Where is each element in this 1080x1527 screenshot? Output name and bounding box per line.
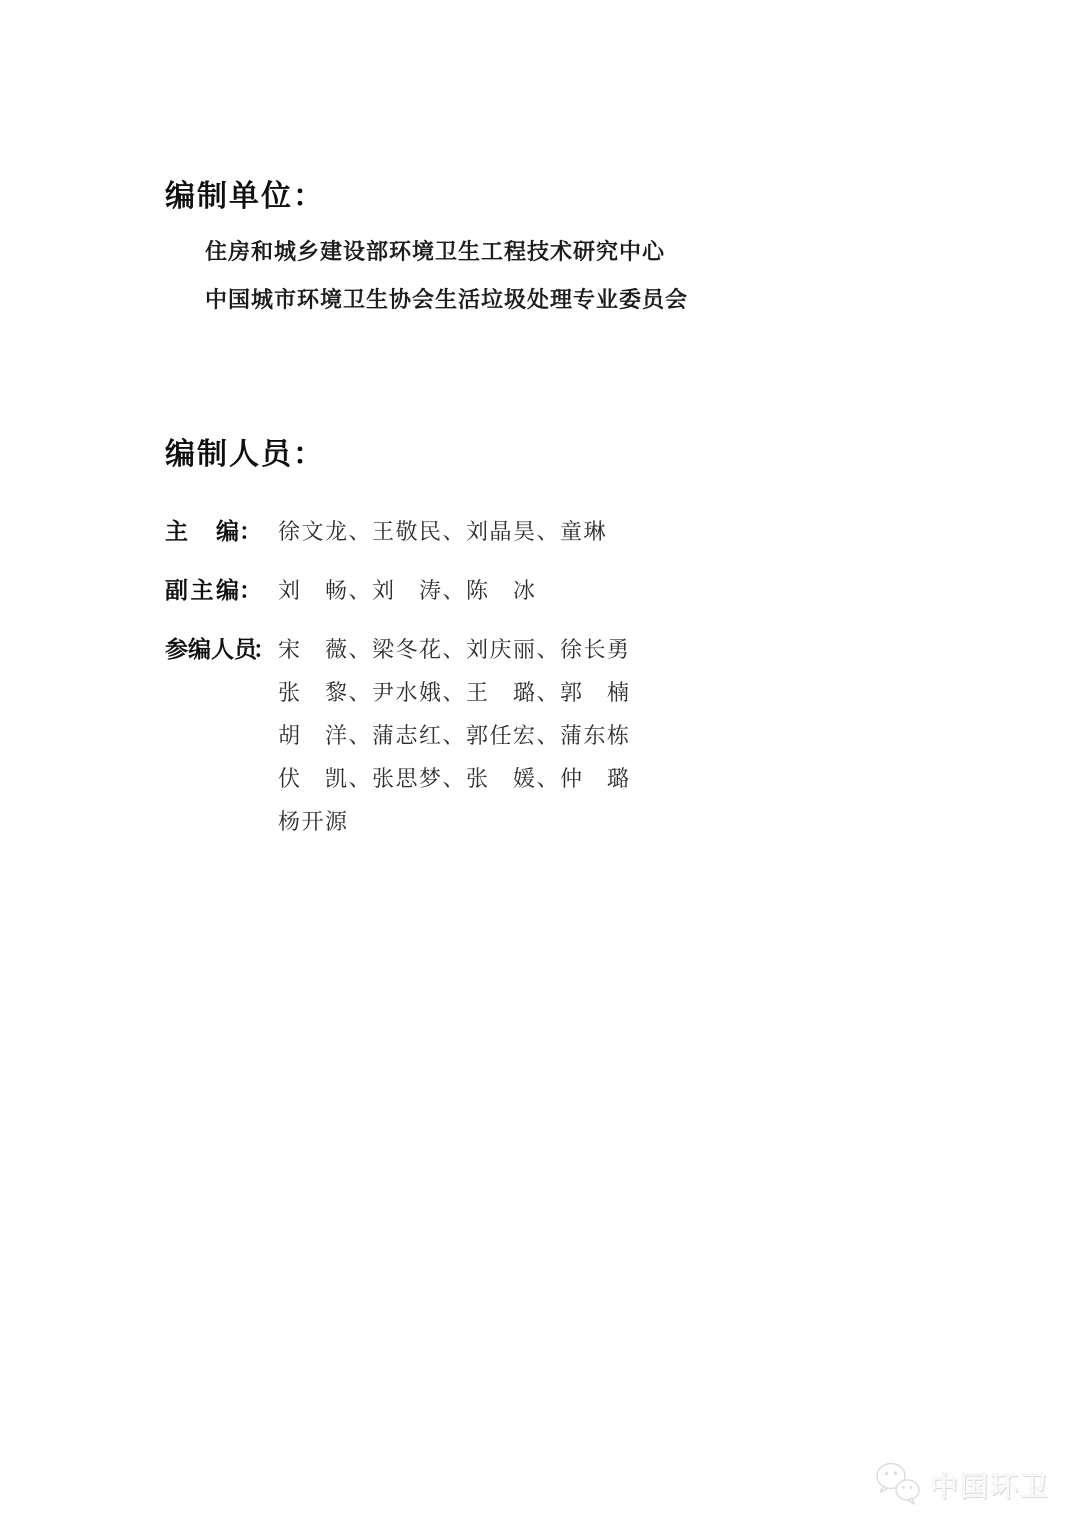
names-line: 徐文龙、王敬民、刘晶昊、童琳 — [278, 519, 608, 544]
names-column — [278, 510, 607, 553]
role-label-char: 主 — [165, 518, 188, 544]
role-label-chars — [165, 510, 239, 553]
role-label-colon: ： — [239, 577, 262, 603]
names-column — [278, 569, 537, 612]
unit-section — [165, 180, 945, 324]
names-line: 刘 畅、刘 涛、陈 冰 — [278, 578, 537, 603]
role-label — [165, 510, 262, 553]
role-label-char: 主 — [190, 577, 214, 603]
contributing-editors-row — [165, 628, 945, 843]
watermark-label: 中国环卫 — [929, 1471, 1050, 1502]
wechat-icon — [874, 1461, 924, 1509]
role-label-char: 参 — [165, 636, 188, 662]
personnel-rows — [165, 472, 945, 843]
role-label-chars — [165, 628, 257, 671]
role-label-char: 编 — [216, 577, 239, 603]
role-label — [165, 569, 262, 612]
names-line: 伏 凯、张思梦、张 媛、仲 璐 — [278, 766, 631, 791]
personnel-section-heading: 编制人员： — [165, 438, 325, 471]
role-label-char: 人 — [211, 636, 234, 662]
names-column — [278, 628, 631, 843]
names-line: 杨开源 — [278, 809, 349, 834]
names-line: 宋 薇、梁冬花、刘庆丽、徐长勇 — [278, 637, 631, 662]
organization-line: 住房和城乡建设部环境卫生工程技术研究中心 — [205, 239, 666, 264]
role-label-colon: ： — [239, 518, 262, 544]
names-line: 张 黎、尹水娥、王 璐、郭 楠 — [278, 680, 631, 705]
chief-editor-row — [165, 510, 945, 553]
role-label — [165, 628, 276, 671]
role-label-colon: ： — [253, 636, 276, 662]
role-label-char: 编 — [216, 518, 239, 544]
organization-line: 中国城市环境卫生协会生活垃圾处理专业委员会 — [205, 287, 689, 312]
names-line: 胡 洋、蒲志红、郭任宏、蒲东栋 — [278, 723, 631, 748]
deputy-chief-editor-row — [165, 569, 945, 612]
role-label-chars — [165, 569, 239, 612]
organization-list — [165, 228, 945, 324]
watermark — [874, 1461, 1050, 1509]
role-label-char: 员 — [234, 636, 257, 662]
role-label-char: 副 — [165, 577, 188, 603]
personnel-section — [165, 438, 945, 859]
role-label-char: 编 — [188, 636, 211, 662]
unit-section-heading: 编制单位： — [165, 180, 325, 213]
